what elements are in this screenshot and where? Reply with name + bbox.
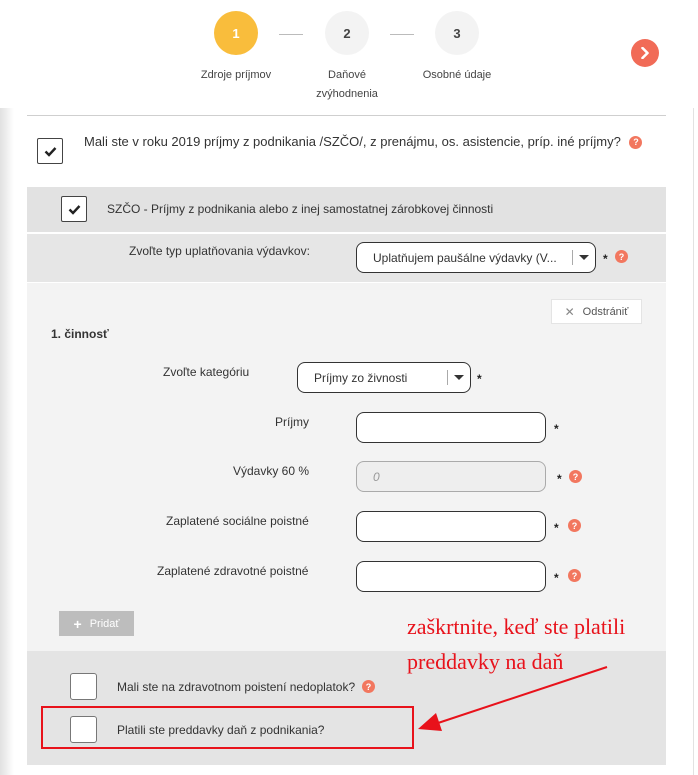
expenses-placeholder: 0 [373, 469, 380, 484]
step-2-label: Daňové zvýhodnenia [316, 69, 378, 100]
chevron-down-icon [573, 255, 595, 260]
help-icon[interactable]: ? [568, 519, 581, 532]
step-2-circle[interactable]: 2 [325, 11, 369, 55]
annotation-highlight-box [41, 706, 414, 749]
annotation-arrow-icon [410, 655, 615, 745]
advances-label: Platili ste preddavky daň z podnikania? [117, 723, 325, 737]
stepper [0, 0, 698, 112]
required-marker: * [554, 422, 559, 436]
step-3-label: Osobné údaje [422, 69, 492, 81]
annotation-line-2: preddavky na daň [407, 649, 564, 674]
expense-type-value: Uplatňujem paušálne výdavky (V... [373, 250, 557, 265]
card-right-edge [693, 108, 698, 775]
szco-label: SZČO - Príjmy z podnikania alebo z inej samostatnej zárobkovej činnosti [107, 202, 494, 216]
activity-title: 1. činnosť [51, 327, 109, 341]
required-marker: * [554, 571, 559, 585]
expenses-label: Výdavky 60 % [233, 464, 310, 478]
step-1-circle[interactable]: 1 [214, 11, 258, 55]
social-insurance-input[interactable] [356, 511, 546, 542]
help-icon[interactable]: ? [569, 470, 582, 483]
remove-activity-button[interactable] [551, 299, 642, 324]
required-marker: * [554, 521, 559, 535]
chevron-right-icon [640, 47, 650, 59]
category-label: Zvoľte kategóriu [163, 365, 250, 379]
social-insurance-label: Zaplatené sociálne poistné [166, 514, 309, 528]
category-value: Príjmy zo živnosti [314, 370, 408, 385]
income-question-label: Mali ste v roku 2019 príjmy z podnikania /SZČO/, z prenájmu, os. asistencie, príp. iné príjmy? [84, 134, 621, 149]
category-select[interactable] [297, 362, 471, 393]
expense-type-select[interactable] [356, 242, 596, 273]
plus-icon: + [73, 615, 82, 632]
next-step-button[interactable] [631, 39, 659, 67]
income-label: Príjmy [275, 415, 309, 429]
add-activity-button[interactable] [59, 611, 134, 636]
step-connector [279, 34, 303, 35]
health-insurance-label: Zaplatené zdravotné poistné [157, 564, 309, 578]
income-question-checkbox[interactable] [37, 138, 63, 164]
chevron-down-icon [448, 375, 470, 380]
income-question [84, 131, 644, 152]
income-input[interactable] [356, 412, 546, 443]
activity-section [27, 283, 666, 651]
required-marker: * [557, 472, 562, 486]
szco-checkbox[interactable] [61, 196, 87, 222]
arrears-checkbox[interactable] [70, 673, 97, 700]
help-icon[interactable]: ? [568, 569, 581, 582]
arrears-label: Mali ste na zdravotnom poistení nedoplatok? [117, 680, 356, 694]
help-icon[interactable]: ? [615, 250, 628, 263]
checkmark-icon [44, 146, 57, 157]
annotation-line-1: zaškrtnite, keď ste platili [407, 614, 626, 639]
add-label: Pridať [89, 617, 120, 630]
remove-label: Odstrániť [582, 305, 629, 318]
step-connector [390, 34, 414, 35]
help-icon[interactable]: ? [362, 680, 375, 693]
expenses-input[interactable] [356, 461, 546, 492]
close-icon: ✕ [564, 304, 575, 319]
help-icon[interactable]: ? [629, 136, 642, 149]
step-3-circle[interactable]: 3 [435, 11, 479, 55]
card-shadow [0, 108, 14, 775]
health-insurance-input[interactable] [356, 561, 546, 592]
checkmark-icon [68, 204, 81, 215]
required-marker: * [477, 372, 482, 386]
required-marker: * [603, 252, 608, 266]
step-1-label: Zdroje príjmov [200, 69, 272, 81]
section-divider [27, 115, 666, 116]
expense-type-label: Zvoľte typ uplatňovania výdavkov: [129, 244, 310, 258]
